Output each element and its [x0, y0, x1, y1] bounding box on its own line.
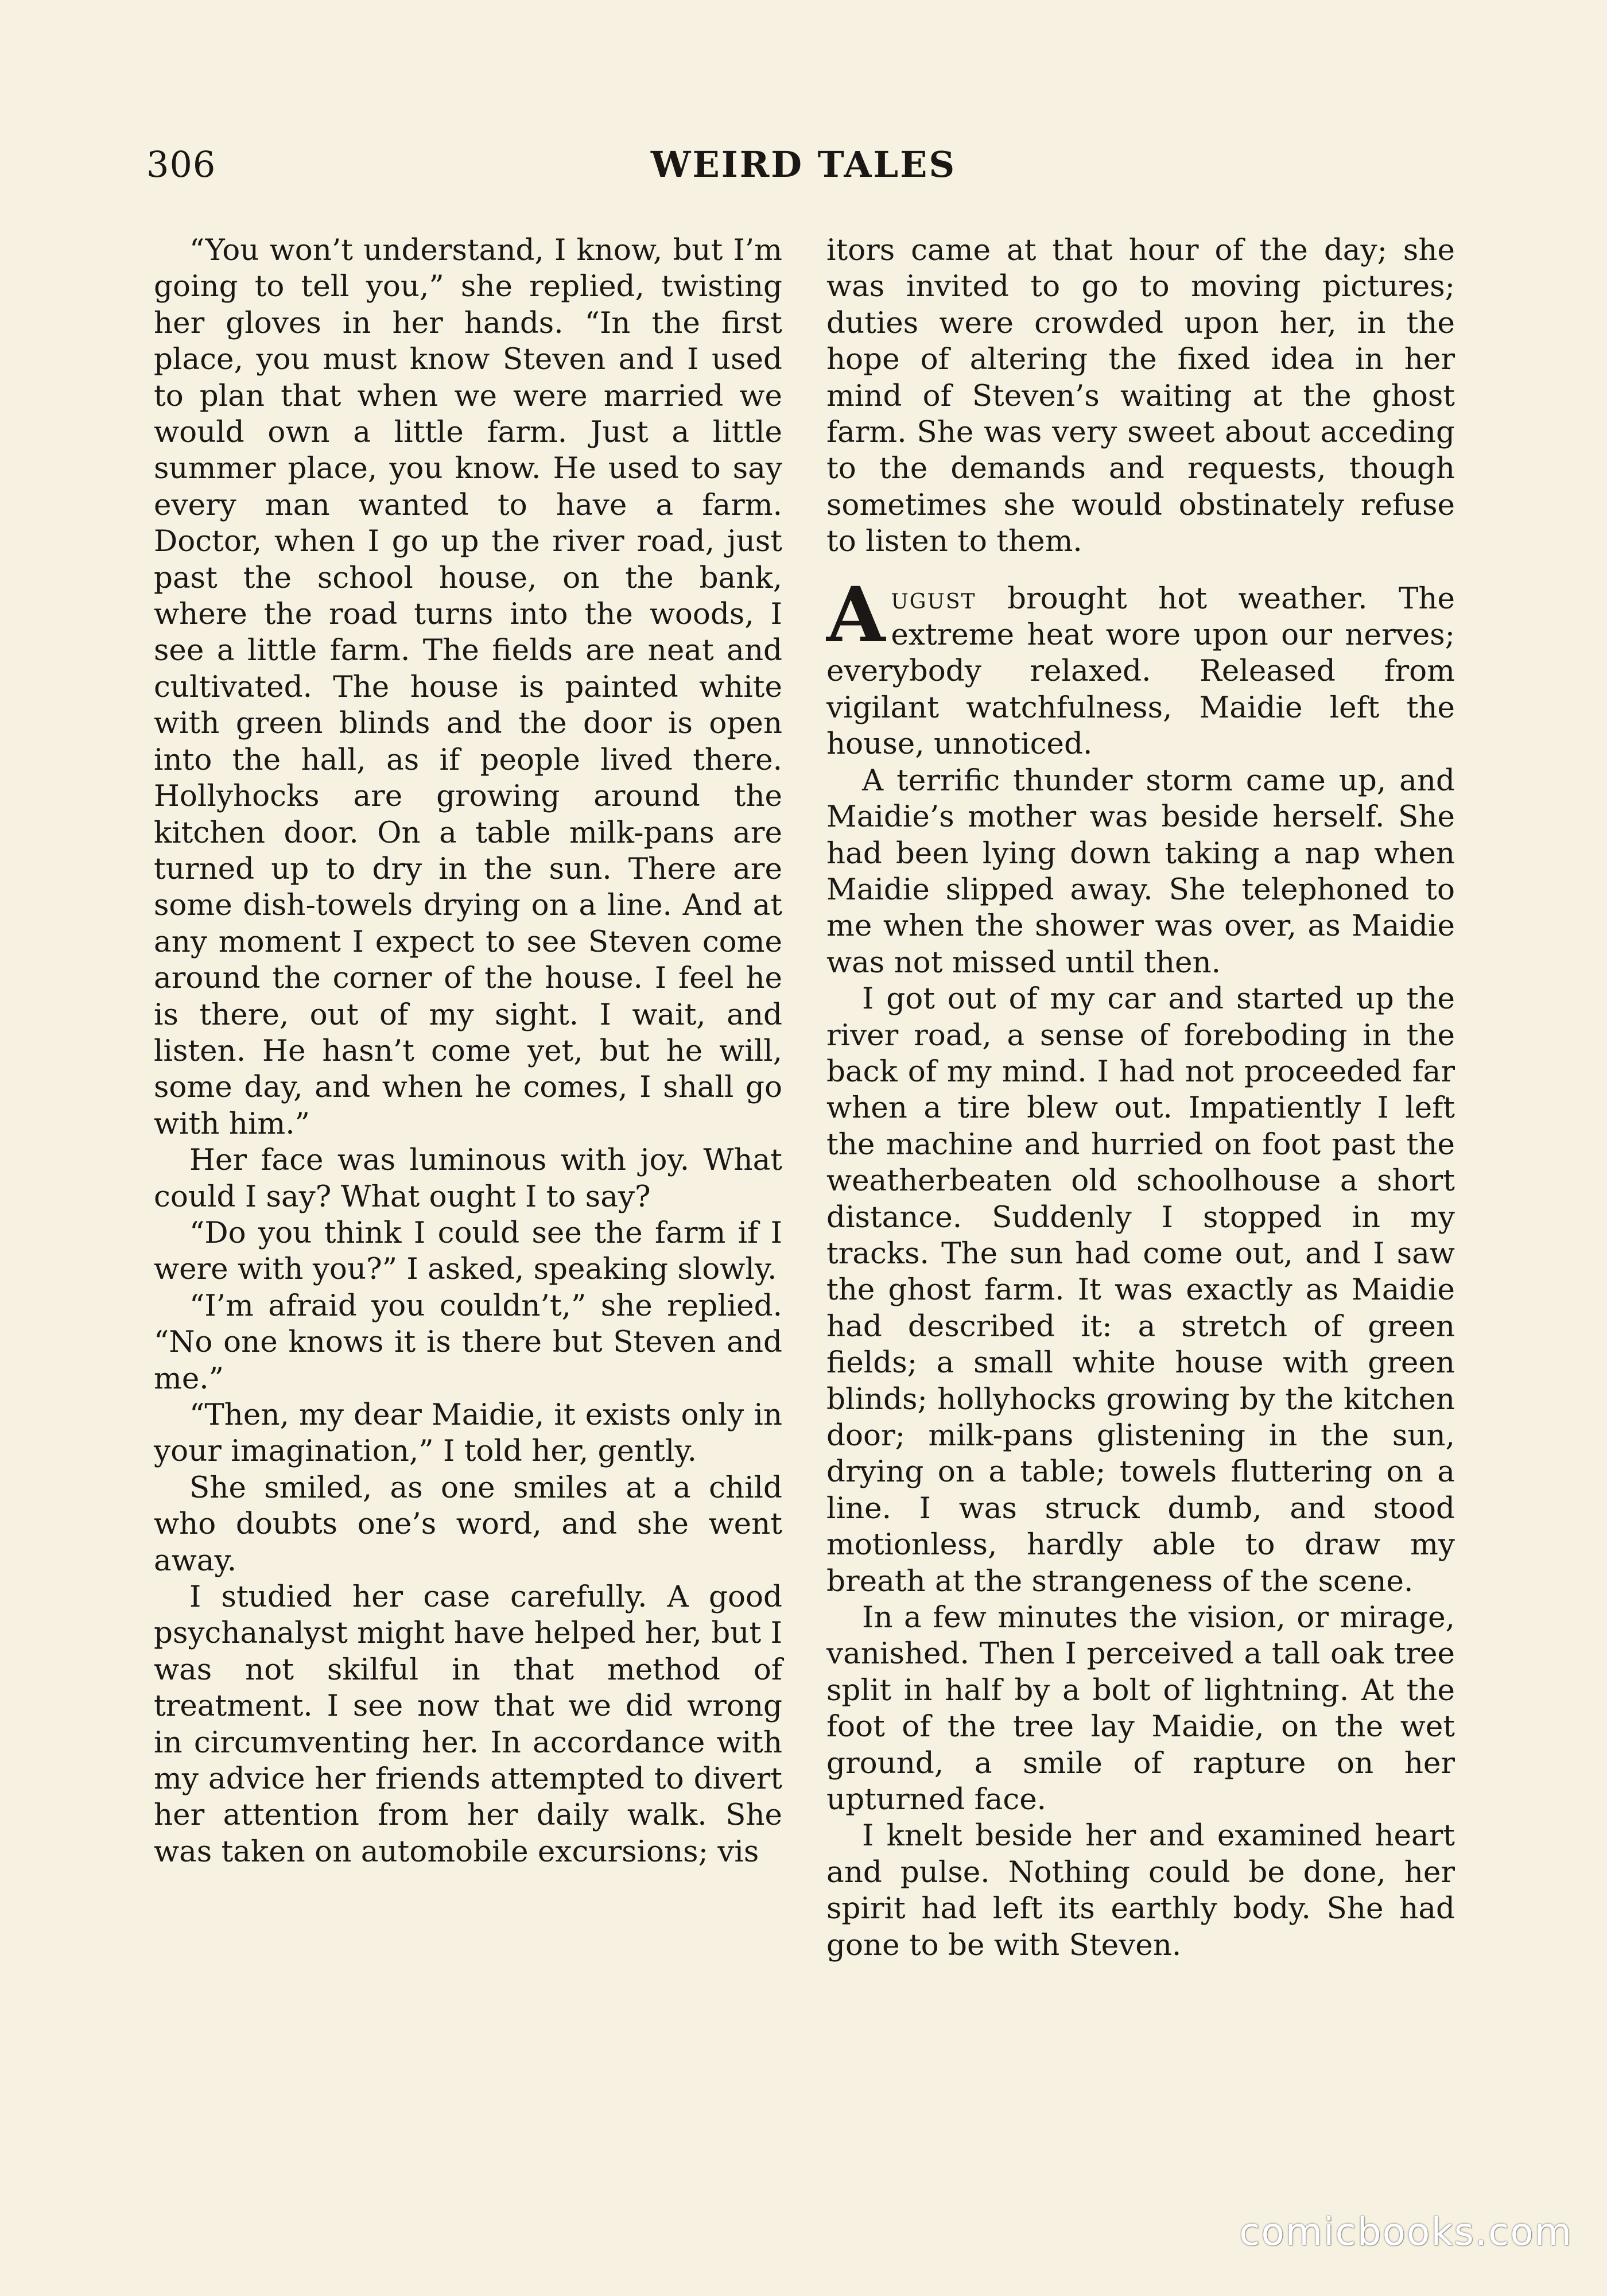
page-header — [146, 144, 1461, 189]
paragraph: “I’m afraid you couldn’t,” she replied. “No one knows it is there but Steven and me.” — [154, 1288, 782, 1396]
paragraph: In a few minutes the vision, or mirage, vanished. Then I perceived a tall oak tree split in half by a bolt of lightning. At the foot of the tree lay Maidie, on the wet ground, a smile of rapture on her upturned face. — [826, 1600, 1455, 1817]
page-number: 306 — [146, 144, 216, 185]
watermark: comicbooks.com — [1239, 2210, 1573, 2254]
right-column — [826, 232, 1455, 1964]
paragraph: She smiled, as one smiles at a child who doubts one’s word, and she went away. — [154, 1470, 782, 1578]
paragraph: A terrific thunder storm came up, and Maidie’s mother was beside herself. She had been lying down taking a nap when Maidie slipped away. She telephoned to me when the shower was over, as Maidie was not missed until then. — [826, 763, 1455, 980]
paragraph: “Then, my dear Maidie, it exists only in your imagination,” I told her, gently. — [154, 1398, 782, 1469]
paragraph: Her face was luminous with joy. What could I say? What ought I to say? — [154, 1143, 782, 1214]
paragraph: I knelt beside her and examined heart and pulse. Nothing could be done, her spirit had left its earthly body. She had gone to be with Steven. — [826, 1818, 1455, 1963]
small-caps-lead: ugust — [891, 581, 976, 616]
paragraph: “Do you think I could see the farm if I were with you?” I asked, speaking slowly. — [154, 1215, 782, 1287]
section-opening-text: brought hot weather. The extreme heat wore upon our nerves; everybody relaxed. Released from vigilant watchfulness, Maidie left the house, unnoticed. — [826, 581, 1455, 762]
paragraph: “You won’t understand, I know, but I’m going to tell you,” she replied, twisting her gloves in her hands. “In the first place, you must know Steven and I used to plan that when we were married we would own a little farm. Just a little summer place, you know. He used to say every man wanted to have a farm. Doctor, when I go up the river road, just past the school house, on the bank, where the road turns into the woods, I see a little farm. The fields are neat and cultivated. The house is painted white with green blinds and the door is open into the hall, as if people lived there. Hollyhocks are growing around the kitchen door. On a table milk-pans are turned up to dry in the sun. There are some dish-towels drying on a line. And at any moment I expect to see Steven come around the corner of the house. I feel he is there, out of my sight. I wait, and listen. He hasn’t come yet, but he will, some day, and when he comes, I shall go with him.” — [154, 233, 782, 1141]
left-column — [154, 232, 782, 1870]
paragraph-continuation: itors came at that hour of the day; she was invited to go to moving pictures; duties were crowded upon her, in the hope of altering the fixed idea in her mind of Steven’s waiting at the ghost farm. She was very sweet about acceding to the demands and requests, though sometimes she would obstinately refuse to listen to them. — [826, 233, 1455, 559]
section-opening-paragraph — [826, 570, 1455, 763]
paragraph: I got out of my car and started up the river road, a sense of foreboding in the back of my mind. I had not proceeded far when a tire blew out. Impatiently I left the machine and hurried on foot past the weatherbeaten old schoolhouse a short distance. Suddenly I stopped in my tracks. The sun had come out, and I saw the ghost farm. It was exactly as Maidie had described it: a stretch of green fields; a small white house with green blinds; hollyhocks growing by the kitchen door; milk-pans glistening in the sun, drying on a table; towels fluttering on a line. I was struck dumb, and stood motionless, hardly able to draw my breath at the strangeness of the scene. — [826, 982, 1455, 1599]
drop-cap: A — [826, 570, 886, 660]
running-title: WEIRD TALES — [650, 144, 957, 185]
paragraph: I studied her case carefully. A good psychanalyst might have helped her, but I was not skilful in that method of treatment. I see now that we did wrong in circumventing her. In accordance with my advice her friends attempted to divert her attention from her daily walk. She was taken on automobile excursions; vis — [154, 1580, 782, 1869]
